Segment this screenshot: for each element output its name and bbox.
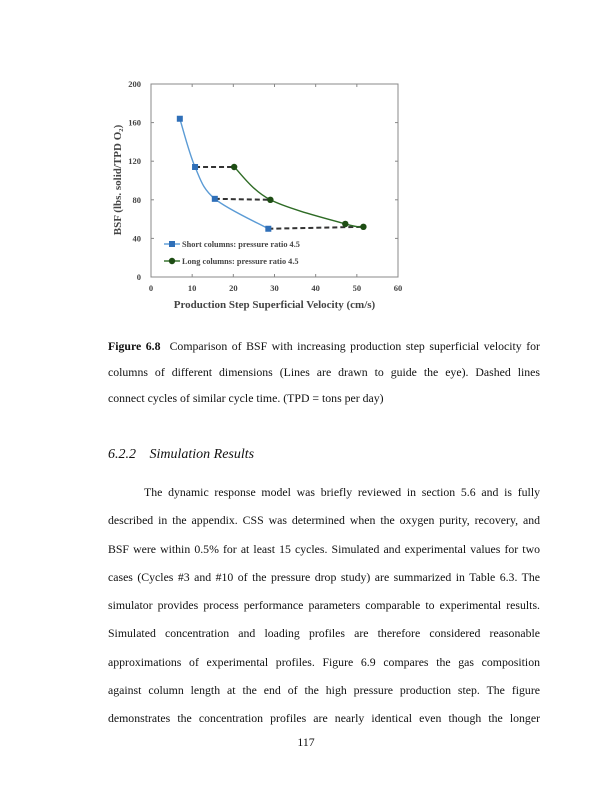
data-point-square	[265, 226, 271, 232]
x-tick-label: 30	[270, 283, 279, 293]
bsf-velocity-chart	[100, 70, 420, 320]
x-tick-label: 60	[393, 283, 403, 293]
y-tick-label: 80	[132, 194, 141, 205]
section-number: 6.2.2	[108, 447, 136, 462]
legend-label: Short columns: pressure ratio 4.5	[182, 240, 300, 249]
section-title: Simulation Results	[149, 447, 255, 462]
legend-marker-square	[169, 241, 175, 247]
data-point-circle	[267, 197, 273, 203]
paragraph-line: demonstrates the concentration profiles are nearly identical even though the longer	[108, 711, 540, 726]
series-line-1	[234, 167, 363, 227]
data-point-square	[212, 196, 218, 202]
y-tick-label: 160	[128, 117, 141, 128]
y-tick-label: 0	[136, 272, 141, 282]
paragraph-line: described in the appendix. CSS was determined when the oxygen purity, recovery, and	[108, 513, 540, 528]
paragraph-line: BSF were within 0.5% for at least 15 cycles. Simulated and experimental values for two	[108, 541, 540, 556]
dashed-connector	[268, 227, 363, 229]
caption-line: Figure 6.8 Comparison of BSF with increasing production step superficial velocity for	[108, 339, 540, 353]
legend	[164, 240, 300, 266]
x-tick-label: 40	[311, 283, 320, 293]
dashed-connector	[215, 199, 271, 200]
legend-marker-circle	[169, 258, 175, 264]
caption-line: columns of different dimensions (Lines are drawn to guide the eye). Dashed lines	[108, 365, 540, 379]
paragraph-line: The dynamic response model was briefly reviewed in section 5.6 and is fully	[144, 485, 540, 499]
legend-label: Long columns: pressure ratio 4.5	[182, 257, 299, 266]
x-tick-label: 20	[229, 283, 238, 293]
data-point-square	[177, 116, 183, 122]
data-point-circle	[342, 221, 348, 227]
paragraph-line: cases (Cycles #3 and #10 of the pressure drop study) are summarized in Table 6.3. The	[108, 569, 540, 584]
data-point-square	[192, 164, 198, 170]
series-markers	[177, 116, 367, 232]
paragraph-line: approximations of experimental profiles. Figure 6.9 compares the gas composition	[108, 654, 540, 669]
section-heading	[108, 447, 254, 463]
x-tick-label: 0	[148, 283, 154, 293]
figure-label: Figure 6.8	[108, 339, 161, 353]
y-tick-label: 40	[132, 233, 141, 244]
y-axis-label: BSF (lbs. solid/TPD O₂)	[112, 124, 124, 236]
data-point-circle	[360, 224, 366, 230]
x-tick-label: 10	[187, 283, 197, 293]
y-tick-label: 200	[128, 79, 141, 89]
paragraph-line: simulator provides process performance parameters comparable to experimental results.	[108, 598, 540, 613]
x-tick-label: 50	[352, 283, 362, 293]
paragraph-line: against column length at the end of the high pressure production step. The figure	[108, 683, 540, 698]
series-line-0	[180, 119, 269, 229]
data-point-circle	[231, 164, 237, 170]
series-lines	[180, 119, 364, 229]
dashed-connectors	[195, 167, 363, 229]
y-tick-label: 120	[128, 156, 141, 167]
figure-caption	[108, 333, 540, 411]
paragraph-line: Simulated concentration and loading profiles are therefore considered reasonable	[108, 626, 540, 641]
caption-line: connect cycles of similar cycle time. (TPD = tons per day)	[108, 391, 384, 405]
page-number: 117	[297, 735, 315, 749]
body-paragraph	[108, 478, 540, 733]
x-axis-label: Production Step Superficial Velocity (cm/s)	[173, 299, 376, 311]
